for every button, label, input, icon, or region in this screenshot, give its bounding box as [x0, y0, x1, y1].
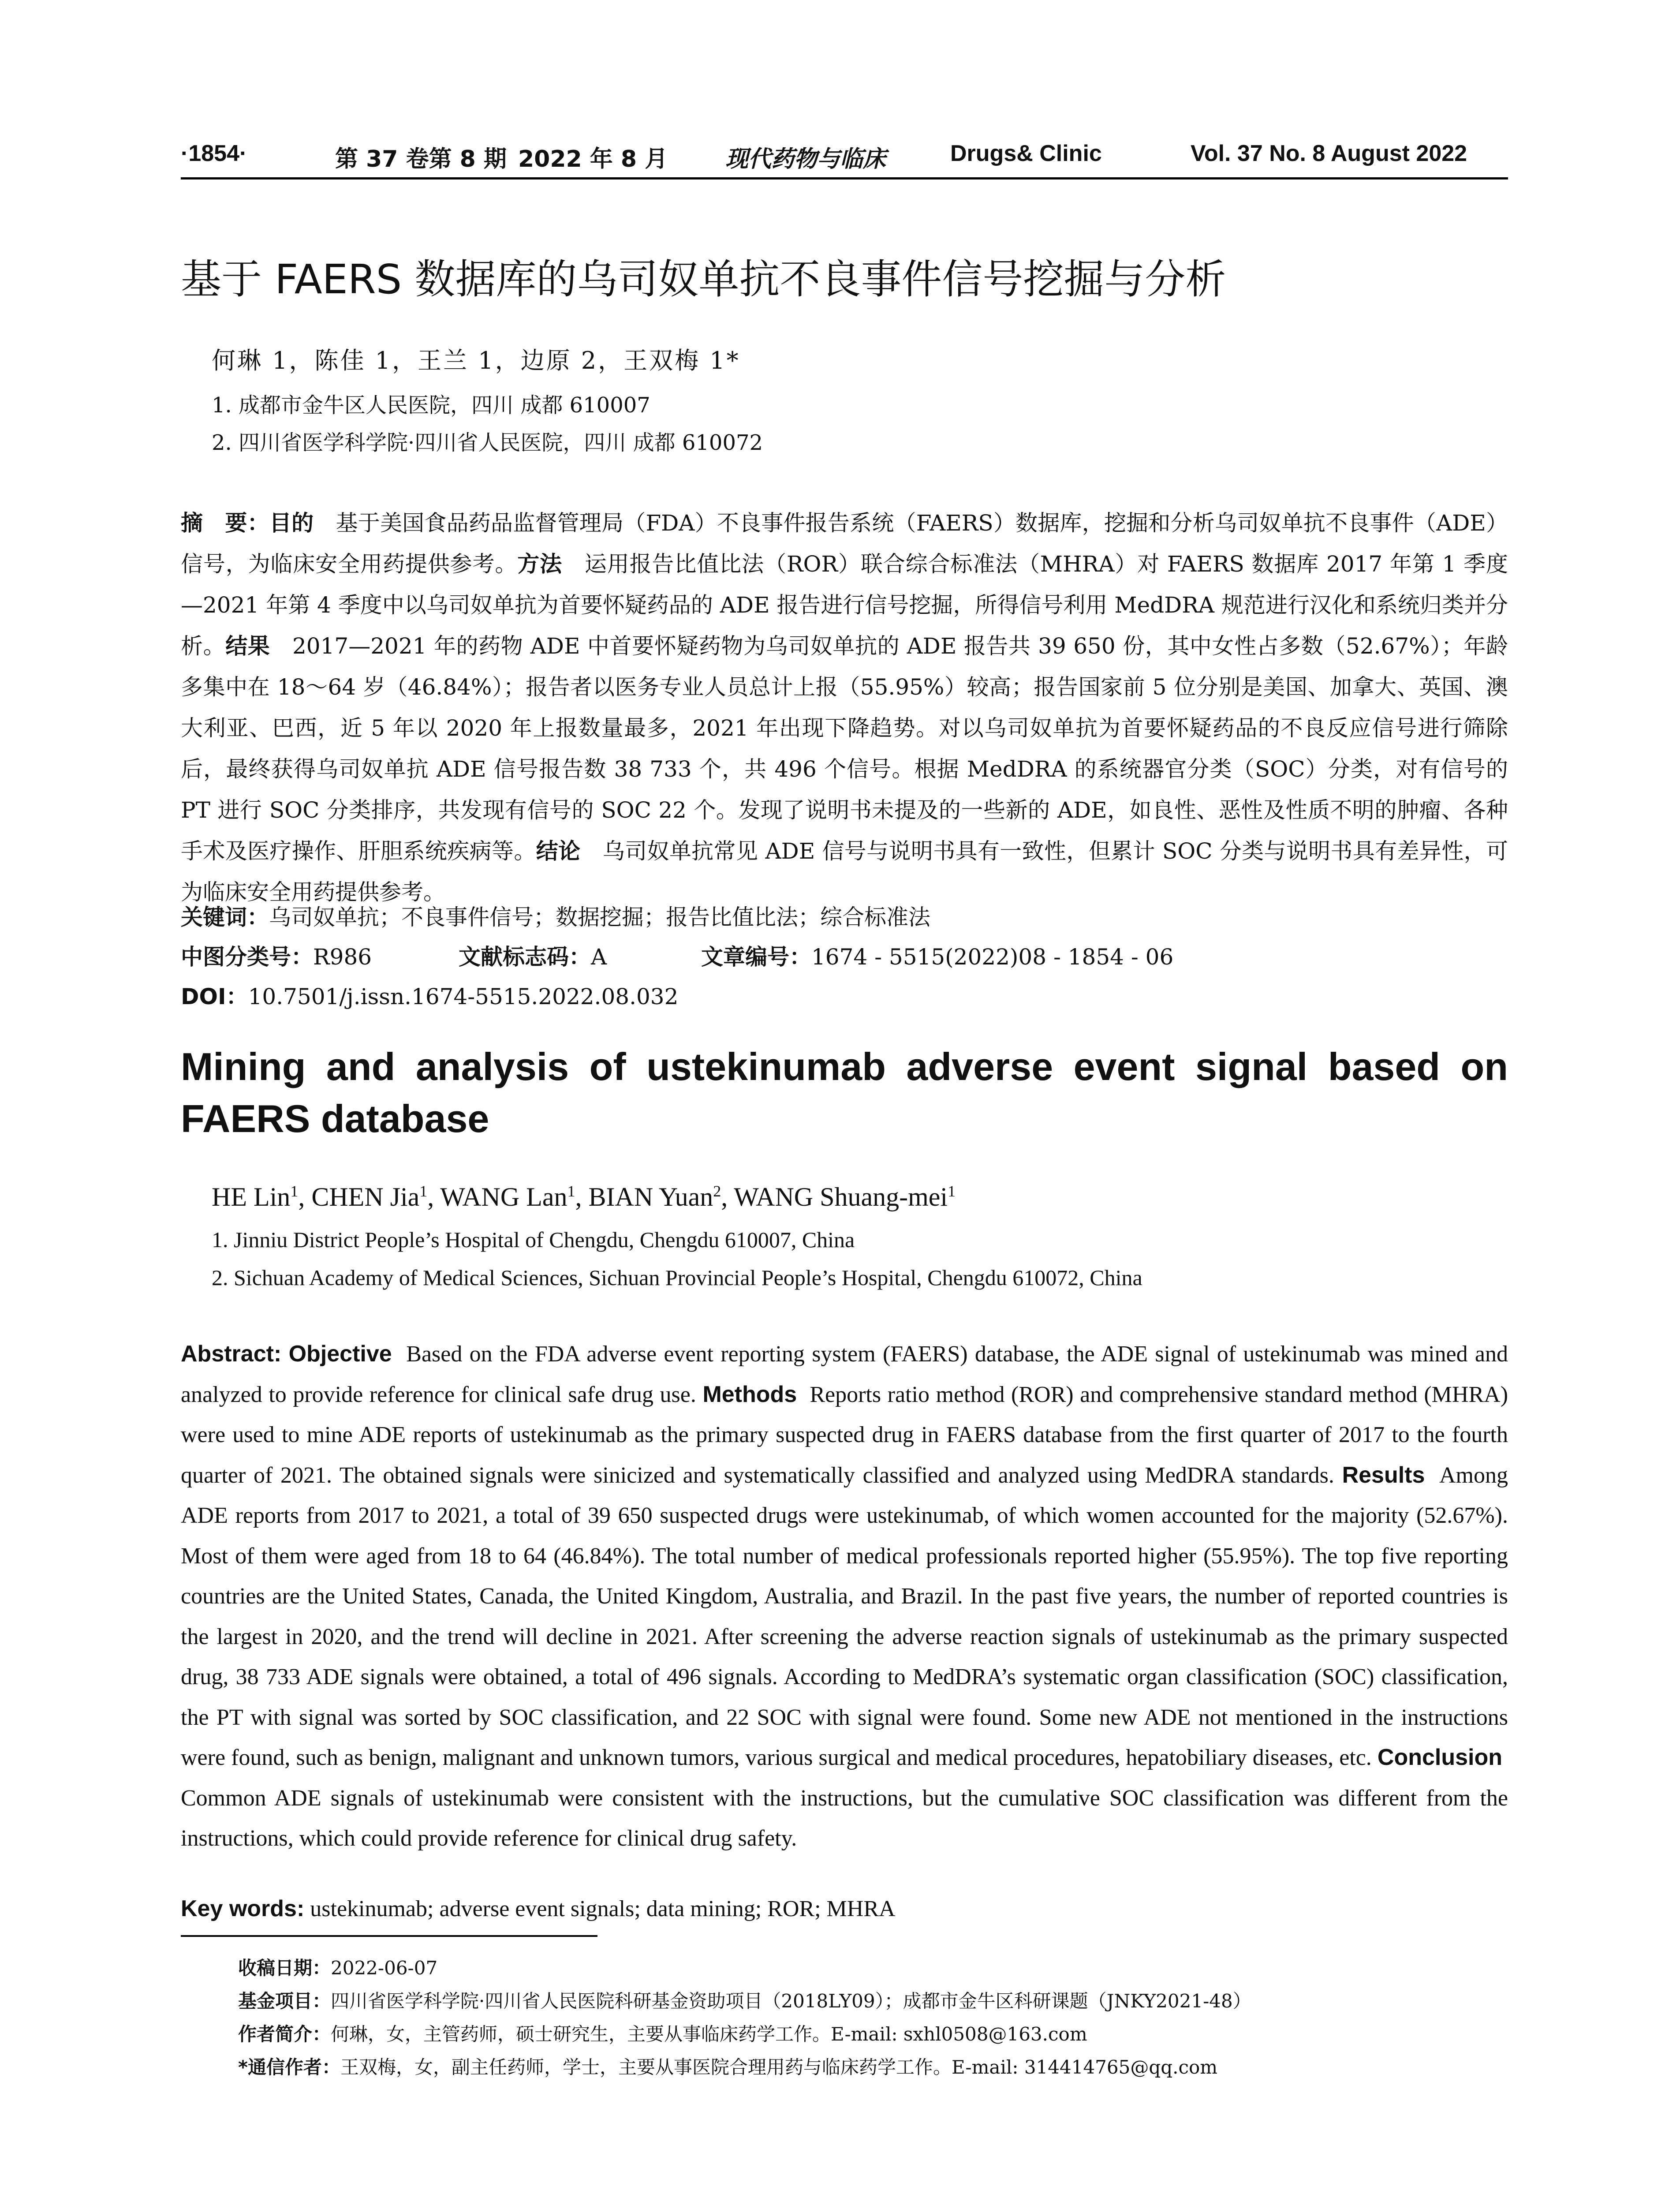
- footnote-funding: [238, 1987, 1251, 2013]
- en-methods-text: Reports ratio method (ROR) and comprehensive standard method (MHRA) were used to mine ADE reports of ustekinumab as the primary suspected drug in FAERS database from the first quarter of 2017 to the fourth quarter of 2021. The obtained signals were sinicized and systematically classified and analyzed using MedDRA standards.: [181, 1382, 1508, 1488]
- footnote-text: 王双梅，女，副主任药师，学士，主要从事医院合理用药与临床药学工作。E-mail: 314414765@qq.com: [340, 2056, 1218, 2078]
- en-authors: HE Lin$^1$, CHEN Jia$^1$, WANG Lan$^1$, BIAN Yuan$^2$, WANG Shuang-mei$^1$: [212, 1182, 956, 1211]
- footnote-label: 作者简介：: [238, 2023, 331, 2045]
- header-journal-cn: 现代药物与临床: [725, 146, 886, 172]
- cn-doi-label: DOI：: [181, 984, 248, 1009]
- en-author-sup: 1: [419, 1182, 428, 1200]
- en-affiliation-2: 2. Sichuan Academy of Medical Sciences, Sichuan Provincial People’s Hospital, Chengdu 610072, China: [212, 1265, 1142, 1290]
- en-author-sup: 1: [948, 1182, 956, 1200]
- footnote-label: 收稿日期：: [238, 1957, 331, 1979]
- cn-title: 基于 FAERS 数据库的乌司奴单抗不良事件信号挖掘与分析: [181, 256, 1226, 303]
- page-number: ·1854·: [181, 141, 247, 166]
- cn-doccode-label: 文献标志码：: [459, 944, 591, 970]
- en-title: Mining and analysis of ustekinumab adverse event signal based on FAERS database: [181, 1045, 1508, 1140]
- en-methods-label: Methods: [702, 1381, 797, 1407]
- en-author-sup: 1: [567, 1182, 575, 1200]
- en-objective-text: Based on the FDA adverse event reporting system (FAERS) database, the ADE signal of ustekinumab was mined and analyzed to provide reference for clinical safe drug use.: [181, 1342, 1508, 1407]
- footnote-text: 2022-06-07: [331, 1957, 438, 1979]
- cn-articleno-label: 文章编号：: [701, 944, 811, 970]
- en-author-name: BIAN Yuan: [588, 1182, 713, 1211]
- cn-objective-text: 基于美国食品药品监督管理局（FDA）不良事件报告系统（FAERS）数据库，挖掘和分析乌司奴单抗不良事件（ADE）信号，为临床安全用药提供参考。: [181, 510, 1508, 577]
- cn-clc: [181, 939, 372, 971]
- en-abstract-label: Abstract:: [181, 1341, 282, 1367]
- cn-abstract: [181, 503, 1508, 913]
- en-abstract: [181, 1334, 1508, 1859]
- footnote-text: 四川省医学科学院·四川省人民医院科研基金资助项目（2018LY09）；成都市金牛区科研课题（JNKY2021-48）: [331, 1990, 1251, 2012]
- header-journal-en: Drugs& Clinic: [950, 141, 1102, 166]
- cn-affiliation-1: 1. 成都市金牛区人民医院，四川 成都 610007: [212, 393, 650, 418]
- header-volume-cn: 第 37 卷第 8 期: [335, 146, 507, 172]
- footnote-text: 何琳，女，主管药师，硕士研究生，主要从事临床药学工作。E-mail: sxhl0508@163.com: [331, 2023, 1087, 2045]
- cn-abstract-label: 摘 要：: [181, 510, 269, 536]
- cn-methods-label: 方法: [517, 551, 562, 577]
- en-author-sup: 1: [290, 1182, 299, 1200]
- header-date-cn: 2022 年 8 月: [518, 146, 668, 172]
- cn-clc-label: 中图分类号：: [181, 944, 313, 970]
- en-author-name: CHEN Jia: [311, 1182, 420, 1211]
- cn-results-label: 结果: [225, 633, 270, 659]
- header-rule: [181, 177, 1508, 179]
- cn-results-text: 2017—2021 年的药物 ADE 中首要怀疑药物为乌司奴单抗的 ADE 报告共 39 650 份，其中女性占多数（52.67%）；年龄多集中在 18～64 岁（46.84%）；报告者以医务专业人员总计上报（55.95%）较高；报告国家前 5 位分别是美国、加拿大、英国、澳大利亚、巴西，近 5 年以 2020 年上报数量最多，2021 年出现下降趋势。对以乌司奴单抗为首要怀疑药品的不良反应信号进行筛除后，最终获得乌司奴单抗 ADE 信号报告数 38 733 个，共 496 个信号。根据 MedDRA 的系统器官分类（SOC）分类，对有信号的 PT 进行 SOC 分类排序，共发现有信号的 SOC 22 个。发现了说明书未提及的一些新的 ADE，如良性、恶性及性质不明的肿瘤、各种手术及医疗操作、肝胆系统疾病等。: [181, 633, 1508, 864]
- en-keywords: [181, 1895, 896, 1922]
- header-volume-en: Vol. 37 No. 8 August 2022: [1191, 141, 1467, 166]
- cn-authors: 何琳 1，陈佳 1，王兰 1，边原 2，王双梅 1*: [212, 347, 740, 374]
- footnote-label: 基金项目：: [238, 1990, 331, 2012]
- en-keywords-text: ustekinumab; adverse event signals; data mining; ROR; MHRA: [310, 1896, 896, 1921]
- cn-keywords-text: 乌司奴单抗；不良事件信号；数据挖掘；报告比值比法；综合标准法: [269, 904, 930, 930]
- cn-doccode: [459, 939, 607, 971]
- footnote-corresponding: [238, 2053, 1217, 2079]
- cn-keywords-label: 关键词：: [181, 904, 269, 930]
- cn-conclusion-text: 乌司奴单抗常见 ADE 信号与说明书具有一致性，但累计 SOC 分类与说明书具有差异性，可为临床安全用药提供参考。: [181, 838, 1508, 905]
- en-conclusion-label: Conclusion: [1377, 1745, 1503, 1770]
- en-author-name: WANG Shuang-mei: [734, 1182, 948, 1211]
- en-results-label: Results: [1342, 1462, 1425, 1488]
- en-author-name: HE Lin: [212, 1182, 291, 1211]
- cn-conclusion-label: 结论: [536, 838, 581, 864]
- cn-objective-label: 目的: [269, 510, 314, 536]
- cn-methods-text: 运用报告比值比法（ROR）联合综合标准法（MHRA）对 FAERS 数据库 2017 年第 1 季度—2021 年第 4 季度中以乌司奴单抗为首要怀疑药品的 ADE 报告进行信号挖掘，所得信号利用 MedDRA 规范进行汉化和系统归类并分析。: [181, 551, 1508, 659]
- cn-clc-value: R986: [313, 944, 372, 970]
- en-affiliation-1: 1. Jinniu District People’s Hospital of Chengdu, Chengdu 610007, China: [212, 1227, 855, 1252]
- cn-doi-value: 10.7501/j.issn.1674-5515.2022.08.032: [248, 984, 679, 1009]
- en-objective-label: Objective: [288, 1341, 392, 1367]
- footnote-rule: [181, 1935, 597, 1937]
- footnote-author-bio: [238, 2020, 1087, 2046]
- en-results-text: Among ADE reports from 2017 to 2021, a total of 39 650 suspected drugs were ustekinumab, of which women accounted for the majority (52.67%). Most of them were aged from 18 to 64 (46.84%). The total number of medical professionals reported higher (55.95%). The top five reporting countries are the United States, Canada, the United Kingdom, Australia, and Brazil. In the past five years, the number of reported countries is the largest in 2020, and the trend will decline in 2021. After screening the adverse reaction signals of ustekinumab as the primary suspected drug, 38 733 ADE signals were obtained, a total of 496 signals. According to MedDRA’s systematic organ classification (SOC) classification, the PT with signal was sorted by SOC classification, and 22 SOC with signal were found. Some new ADE not mentioned in the instructions were found, such as benign, malignant and unknown tumors, various surgical and medical procedures, hepatobiliary diseases, etc.: [181, 1462, 1508, 1770]
- en-keywords-label: Key words:: [181, 1896, 305, 1921]
- cn-doi: [181, 979, 678, 1011]
- footnote-label: *通信作者：: [238, 2056, 340, 2078]
- footnote-received: [238, 1954, 437, 1980]
- en-conclusion-text: Common ADE signals of ustekinumab were consistent with the instructions, but the cumulative SOC classification was different from the instructions, which could provide reference for clinical drug safety.: [181, 1785, 1508, 1851]
- cn-doccode-value: A: [591, 944, 607, 970]
- cn-articleno: [701, 939, 1173, 971]
- cn-affiliation-2: 2. 四川省医学科学院·四川省人民医院，四川 成都 610072: [212, 430, 763, 455]
- cn-articleno-value: 1674 - 5515(2022)08 - 1854 - 06: [811, 944, 1174, 970]
- cn-keywords: [181, 900, 930, 931]
- en-author-name: WANG Lan: [440, 1182, 567, 1211]
- en-author-sup: 2: [713, 1182, 721, 1200]
